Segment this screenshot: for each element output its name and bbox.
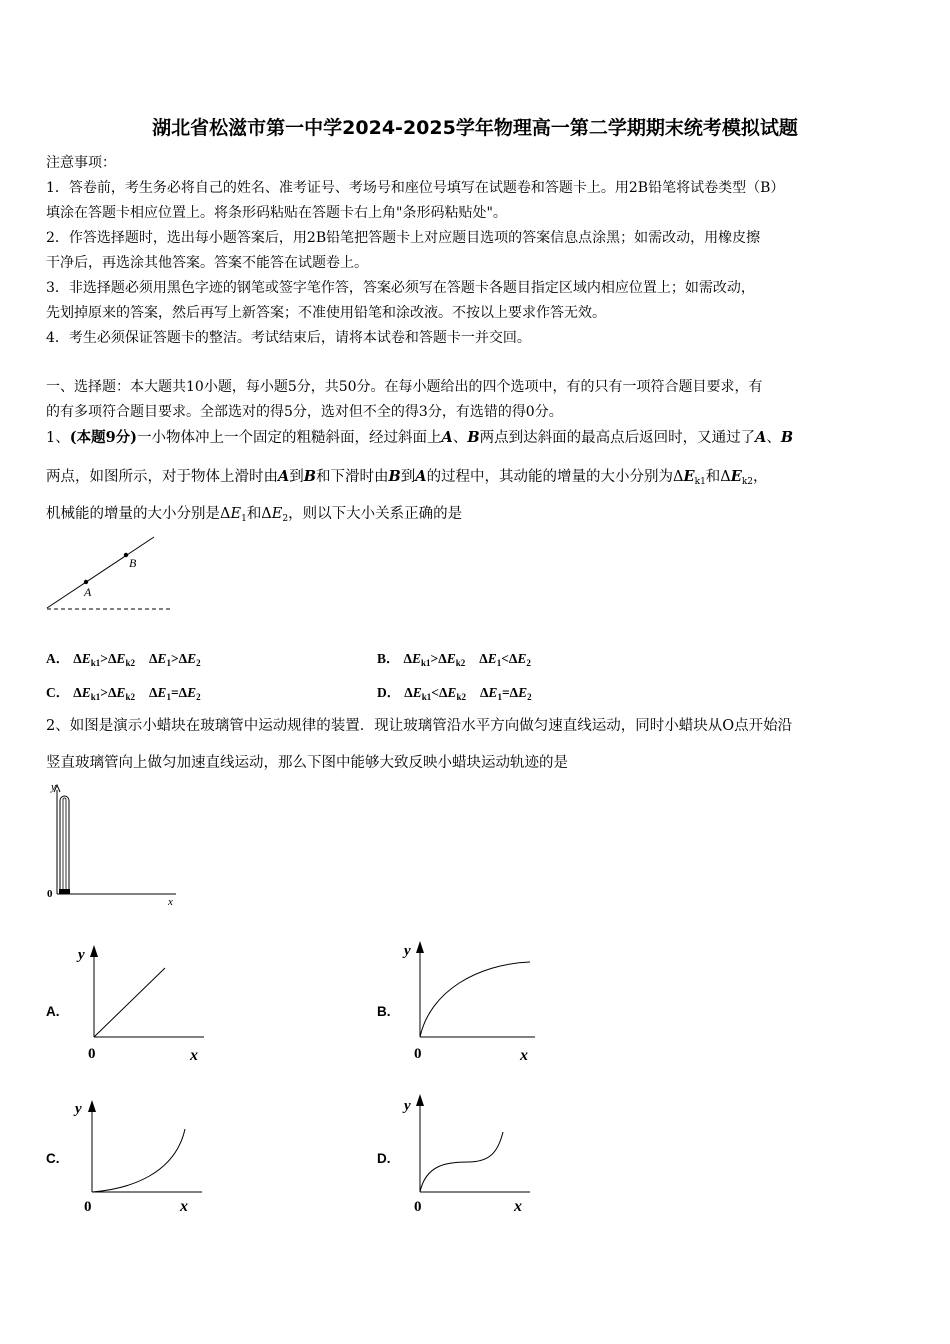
q2-choice-c-label[interactable]: C. bbox=[46, 1151, 60, 1166]
notice-line: 2．作答选择题时，选出每小题答案后，用2B铅笔把答题卡上对应题目选项的答案信息点涂黑；如需改动，用橡皮擦 bbox=[46, 230, 761, 246]
glass-tube bbox=[60, 796, 69, 894]
graph-a-x-label: x bbox=[190, 1047, 198, 1064]
label-a: A bbox=[84, 585, 92, 599]
tube-x-label: x bbox=[168, 896, 173, 908]
q1-option-c[interactable]: C． $\Delta E_{k1}>\Delta E_{k2}$ $\Delta E_1=\Delta E_2$ bbox=[46, 685, 201, 702]
notice-line: 干净后，再选涂其他答案。答案不能答在试题卷上。 bbox=[46, 255, 368, 271]
graph-c-origin: 0 bbox=[84, 1199, 92, 1215]
point-a bbox=[84, 580, 88, 584]
q2-graph-d[interactable] bbox=[398, 1092, 538, 1216]
section-intro: 的有多项符合题目要求。全部选对的得5分，选对但不全的得3分，有选错的得0分。 bbox=[46, 404, 563, 420]
q2-graph-a[interactable] bbox=[72, 937, 212, 1065]
notice-line: 填涂在答题卡相应位置上。将条形码粘贴在答题卡右上角"条形码粘贴处"。 bbox=[46, 205, 507, 221]
q2-choice-d-label[interactable]: D. bbox=[377, 1151, 391, 1166]
q1-line: 1、(本题9分)一小物体冲上一个固定的粗糙斜面，经过斜面上A、B两点到达斜面的最高点后返回时，又通过了A、B bbox=[46, 429, 794, 446]
incline-line bbox=[47, 537, 154, 608]
notice-line: 1．答卷前，考生务必将自己的姓名、准考证号、考场号和座位号填写在试题卷和答题卡上。用2B铅笔将试卷类型（B） bbox=[46, 180, 785, 196]
graph-c-y-arrow bbox=[88, 1100, 96, 1112]
q1-option-a[interactable]: A． $\Delta E_{k1}>\Delta E_{k2}$ $\Delta E_1>\Delta E_2$ bbox=[46, 651, 201, 668]
q2-line: 竖直玻璃管向上做匀加速直线运动，那么下图中能够大致反映小蜡块运动轨迹的是 bbox=[46, 755, 568, 771]
q2-choice-b-label[interactable]: B. bbox=[377, 1004, 391, 1019]
q2-line: 2、如图是演示小蜡块在玻璃管中运动规律的装置．现让玻璃管沿水平方向做匀速直线运动，同时小蜡块从O点开始沿 bbox=[46, 718, 793, 734]
page-title: 湖北省松滋市第一中学2024-2025学年物理高一第二学期期末统考模拟试题 bbox=[152, 117, 798, 139]
graph-c-x-label: x bbox=[180, 1198, 188, 1215]
notice-heading: 注意事项： bbox=[46, 155, 116, 171]
q2-graph-c[interactable] bbox=[70, 1092, 210, 1216]
incline-figure bbox=[44, 530, 174, 616]
q1-option-b[interactable]: B． $\Delta E_{k1}>\Delta E_{k2}$ $\Delta E_1<\Delta E_2$ bbox=[377, 651, 531, 668]
graph-d-y-label: y bbox=[404, 1098, 411, 1114]
graph-b-y-label: y bbox=[404, 943, 411, 959]
q1-option-d[interactable]: D． $\Delta E_{k1}<\Delta E_{k2}$ $\Delta E_1=\Delta E_2$ bbox=[377, 685, 532, 702]
tube-origin-label: 0 bbox=[47, 888, 53, 900]
graph-b-x-label: x bbox=[520, 1047, 528, 1064]
graph-d-x-label: x bbox=[514, 1198, 522, 1215]
graph-a-y-arrow bbox=[90, 945, 98, 957]
label-b: B bbox=[129, 556, 137, 570]
wax-block bbox=[59, 889, 70, 894]
graph-b-y-arrow bbox=[416, 941, 424, 953]
q2-graph-b[interactable] bbox=[398, 937, 543, 1065]
notice-line: 先划掉原来的答案，然后再写上新答案；不准使用铅笔和涂改液。不按以上要求作答无效。 bbox=[46, 305, 606, 321]
graph-c-curve bbox=[92, 1129, 185, 1192]
tube-y-label: y bbox=[51, 781, 56, 793]
q1-line: 机械能的增量的大小分别是$\Delta E_1$和$\Delta E_2$，则以下大小关系正确的是 bbox=[46, 506, 463, 524]
notice-line: 4．考生必须保证答题卡的整洁。考试结束后，请将本试卷和答题卡一并交回。 bbox=[46, 330, 531, 346]
q2-choice-a-label[interactable]: A. bbox=[46, 1004, 60, 1019]
section-intro: 一、选择题：本大题共10小题，每小题5分，共50分。在每小题给出的四个选项中，有的只有一项符合题目要求，有 bbox=[46, 379, 763, 395]
graph-a-origin: 0 bbox=[88, 1046, 96, 1062]
graph-b-curve bbox=[420, 962, 530, 1037]
graph-d-origin: 0 bbox=[414, 1199, 422, 1215]
q1-line: 两点，如图所示，对于物体上滑时由A到B和下滑时由B到A的过程中，其动能的增量的大小分别为$\Delta E_{k1}$和$\Delta E_{k2}$， bbox=[46, 468, 768, 487]
glass-tube-figure bbox=[44, 778, 184, 908]
graph-d-curve bbox=[420, 1132, 503, 1192]
graph-d-y-arrow bbox=[416, 1094, 424, 1106]
notice-line: 3．非选择题必须用黑色字迹的钢笔或签字笔作答，答案必须写在答题卡各题目指定区域内相应位置上；如需改动， bbox=[46, 280, 755, 296]
graph-a-curve bbox=[94, 968, 165, 1037]
graph-c-y-label: y bbox=[75, 1101, 82, 1117]
point-b bbox=[124, 553, 128, 557]
graph-a-y-label: y bbox=[78, 947, 85, 963]
graph-b-origin: 0 bbox=[414, 1046, 422, 1062]
